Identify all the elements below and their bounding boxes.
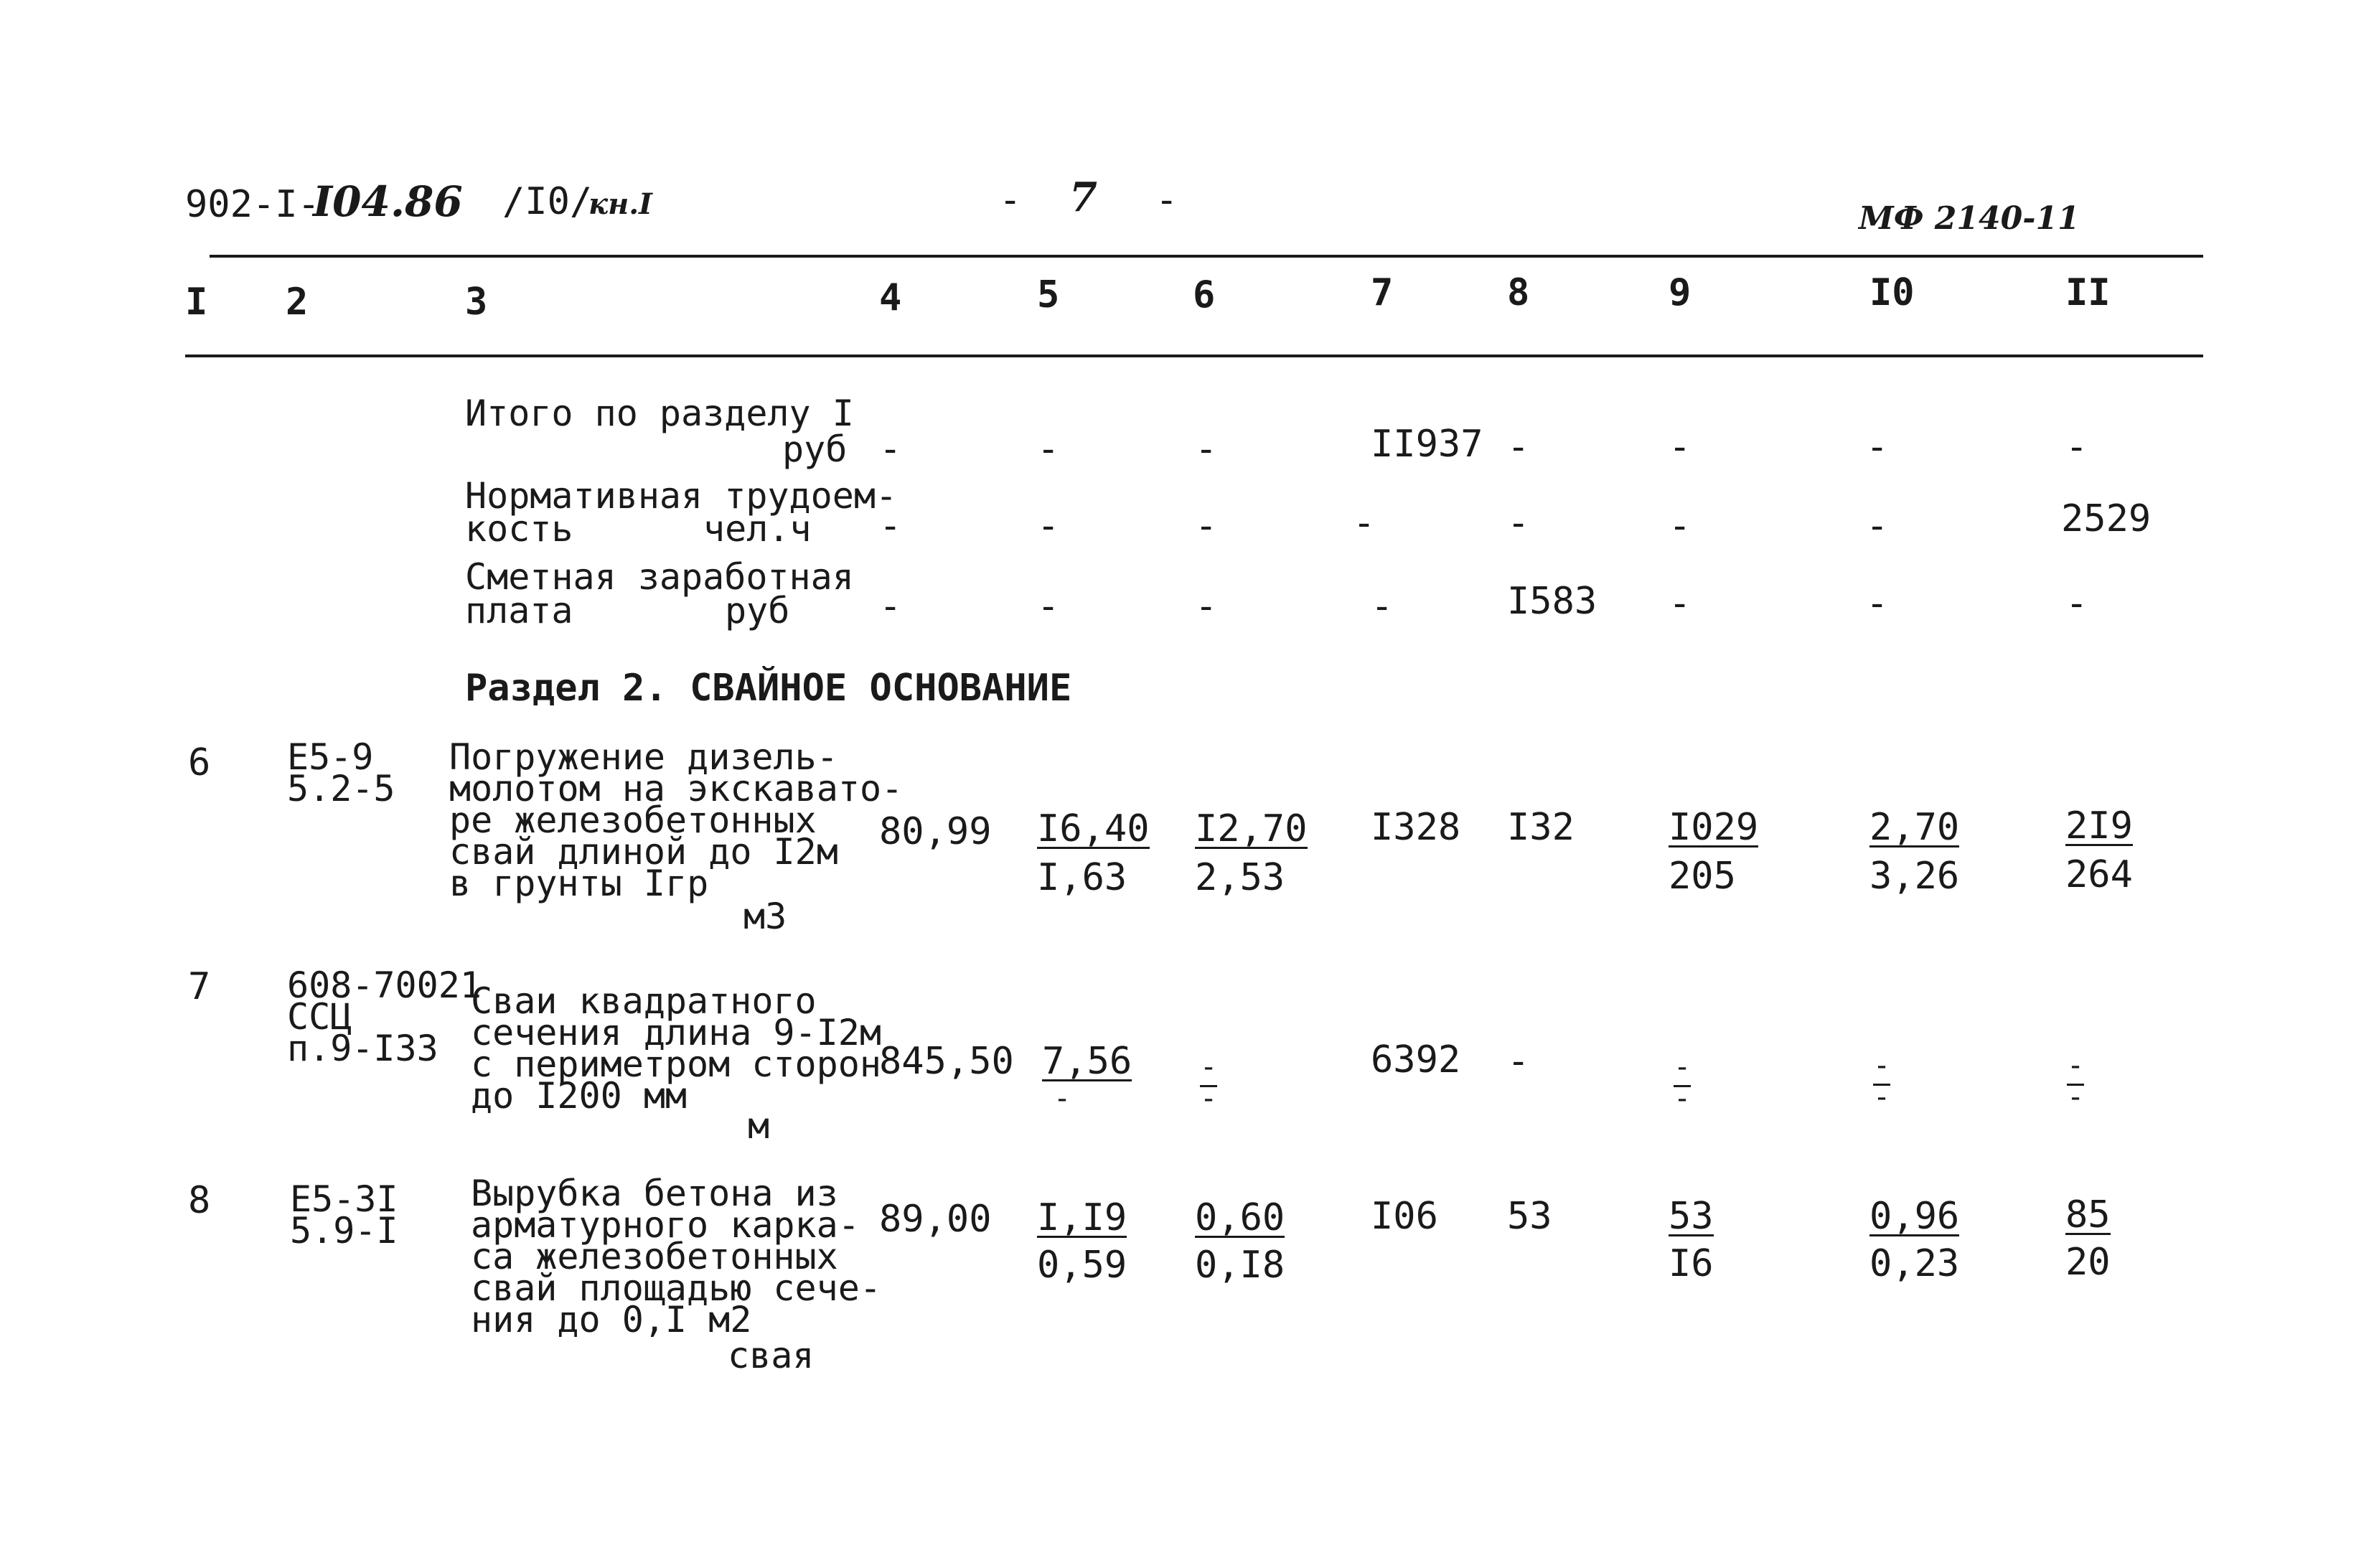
row-col10-bottom: -: [1873, 1081, 1891, 1114]
wage-col10: -: [1866, 582, 1889, 625]
row-col10-top: -: [1873, 1049, 1890, 1086]
row-col11-bottom: 264: [2065, 853, 2133, 896]
row-col9-bottom: -: [1674, 1082, 1692, 1115]
row-col5-bottom: I,63: [1037, 856, 1127, 899]
row-col9-bottom: I6: [1669, 1242, 1714, 1285]
total-col6: -: [1195, 428, 1218, 471]
row-col4: 80,99: [879, 810, 992, 853]
row-col5-top: I,I9: [1037, 1196, 1127, 1239]
page-dash-right: -: [1155, 179, 1178, 222]
row-col7: I06: [1371, 1195, 1438, 1238]
col-header-10: I0: [1869, 271, 1915, 314]
row-desc-1: Погружение дизель-: [449, 736, 838, 778]
sheet-ref: /I0/: [502, 180, 593, 223]
row-number: 7: [188, 965, 211, 1008]
labor-label-2: кость: [465, 508, 573, 550]
row-col11-bottom: -: [2067, 1081, 2085, 1114]
wage-col11: -: [2065, 582, 2088, 625]
labor-col10: -: [1866, 504, 1889, 548]
row-desc-1: Сваи квадратного: [471, 980, 817, 1022]
doc-code: 902-I-: [185, 183, 320, 226]
row-col8: I32: [1507, 806, 1575, 849]
col-header-2: 2: [286, 281, 309, 324]
sheet-ref-handwritten: кн.I: [588, 187, 652, 221]
section-title: Раздел 2. СВАЙНОЕ ОСНОВАНИЕ: [465, 667, 1072, 710]
labor-col8: -: [1507, 502, 1530, 545]
labor-col7: -: [1353, 502, 1376, 545]
row-col9-top: 53: [1669, 1195, 1714, 1238]
row-unit: м: [748, 1105, 770, 1147]
row-col5-bottom: 0,59: [1037, 1244, 1127, 1287]
total-unit: руб: [782, 428, 848, 470]
wage-col9: -: [1669, 582, 1692, 625]
row-code-2: 5.9-I: [290, 1210, 398, 1252]
row-desc-2: арматурного карка-: [471, 1204, 860, 1246]
row-col6-bottom: 2,53: [1195, 856, 1285, 899]
wage-unit: руб: [725, 590, 790, 632]
row-code-2: 5.2-5: [287, 768, 395, 809]
row-col9-bottom: 205: [1669, 855, 1736, 898]
col-header-5: 5: [1037, 273, 1060, 316]
row-col10-bottom: 0,23: [1869, 1242, 1960, 1285]
row-col5-top: 7,56: [1042, 1040, 1132, 1083]
row-desc-3: са железобетонных: [471, 1236, 838, 1277]
col-header-11: II: [2065, 271, 2111, 314]
row-desc-2: молотом на экскавато-: [449, 768, 904, 809]
row-col10-top: 0,96: [1869, 1195, 1960, 1238]
wage-col5: -: [1037, 585, 1060, 628]
header-rule: [185, 355, 2203, 357]
row-col6-bottom: 0,I8: [1195, 1244, 1285, 1287]
col-header-6: 6: [1193, 273, 1216, 316]
row-col5-top: I6,40: [1037, 807, 1150, 850]
col-header-7: 7: [1371, 271, 1394, 314]
doc-code-handwritten: I04.86: [313, 177, 463, 226]
row-col7: 6392: [1371, 1038, 1461, 1081]
row-code-1: 608-70021: [287, 964, 482, 1006]
labor-unit: чел.ч: [703, 508, 812, 550]
row-unit: м3: [743, 896, 787, 937]
row-col11-bottom: 20: [2065, 1241, 2111, 1284]
row-desc-5: в грунты Iгр: [449, 863, 709, 904]
top-rule: [210, 255, 2203, 258]
row-desc-3: ре железобетонных: [449, 799, 817, 841]
wage-col8: I583: [1507, 580, 1597, 623]
total-col10: -: [1866, 426, 1889, 469]
total-col11: -: [2065, 426, 2088, 469]
row-desc-5: ния до 0,I м2: [471, 1299, 752, 1341]
total-label: Итого по разделу I: [465, 393, 854, 434]
labor-col5: -: [1037, 504, 1060, 548]
row-code-1: Е5-3I: [290, 1178, 398, 1220]
total-col9: -: [1669, 426, 1692, 469]
col-header-1: I: [185, 281, 208, 324]
labor-col4: -: [879, 504, 902, 548]
col-header-4: 4: [879, 276, 902, 319]
wage-col4: -: [879, 585, 902, 628]
row-col9-top: I029: [1669, 806, 1759, 849]
labor-label-1: Нормативная трудоем-: [465, 475, 898, 517]
row-col5-bottom: -: [1054, 1082, 1071, 1115]
page-dash-left: -: [999, 179, 1022, 222]
row-col6-top: -: [1200, 1051, 1217, 1087]
labor-col11: 2529: [2061, 497, 2152, 540]
col-header-3: 3: [465, 281, 488, 324]
row-desc-2: сечения длина 9-I2м: [471, 1012, 881, 1053]
row-col7: I328: [1371, 806, 1461, 849]
total-col5: -: [1037, 428, 1060, 471]
row-col10-top: 2,70: [1869, 806, 1960, 849]
total-col8: -: [1507, 426, 1530, 469]
labor-col6: -: [1195, 504, 1218, 548]
page-number: 7: [1069, 174, 1097, 221]
stamp-number: МФ 2140-11: [1859, 200, 2080, 237]
labor-col9: -: [1669, 504, 1692, 548]
row-col8: 53: [1507, 1195, 1552, 1238]
row-code-3: п.9-I33: [287, 1028, 438, 1069]
wage-col7: -: [1371, 585, 1394, 628]
row-code-2: ССЦ: [287, 996, 352, 1038]
row-col6-top: I2,70: [1195, 807, 1308, 850]
row-col4: 89,00: [879, 1198, 992, 1241]
row-code-1: Е5-9: [287, 736, 374, 778]
row-col9-top: -: [1674, 1051, 1691, 1087]
total-col4: -: [879, 428, 902, 471]
row-desc-4: свай площадью сече-: [471, 1267, 881, 1309]
row-number: 6: [188, 741, 211, 784]
row-col10-bottom: 3,26: [1869, 855, 1960, 898]
row-col4: 845,50: [879, 1040, 1014, 1083]
col-header-8: 8: [1507, 271, 1530, 314]
wage-label-1: Сметная заработная: [465, 556, 854, 598]
row-desc-4: до I200 мм: [471, 1075, 688, 1117]
row-col6-top: 0,60: [1195, 1196, 1285, 1239]
row-desc-1: Вырубка бетона из: [471, 1173, 838, 1214]
row-col8: -: [1507, 1040, 1530, 1083]
wage-col6: -: [1195, 585, 1218, 628]
row-desc-3: с периметром сторон: [471, 1043, 881, 1085]
row-desc-4: свай длиной до I2м: [449, 831, 838, 873]
row-unit: свая: [728, 1335, 815, 1376]
col-header-9: 9: [1669, 271, 1692, 314]
row-col11-top: -: [2067, 1049, 2084, 1086]
total-col7: II937: [1371, 423, 1483, 466]
wage-label-2: плата: [465, 590, 573, 632]
row-col6-bottom: -: [1200, 1082, 1218, 1115]
row-col11-top: 2I9: [2065, 804, 2133, 848]
row-col11-top: 85: [2065, 1193, 2111, 1236]
row-number: 8: [188, 1179, 211, 1222]
